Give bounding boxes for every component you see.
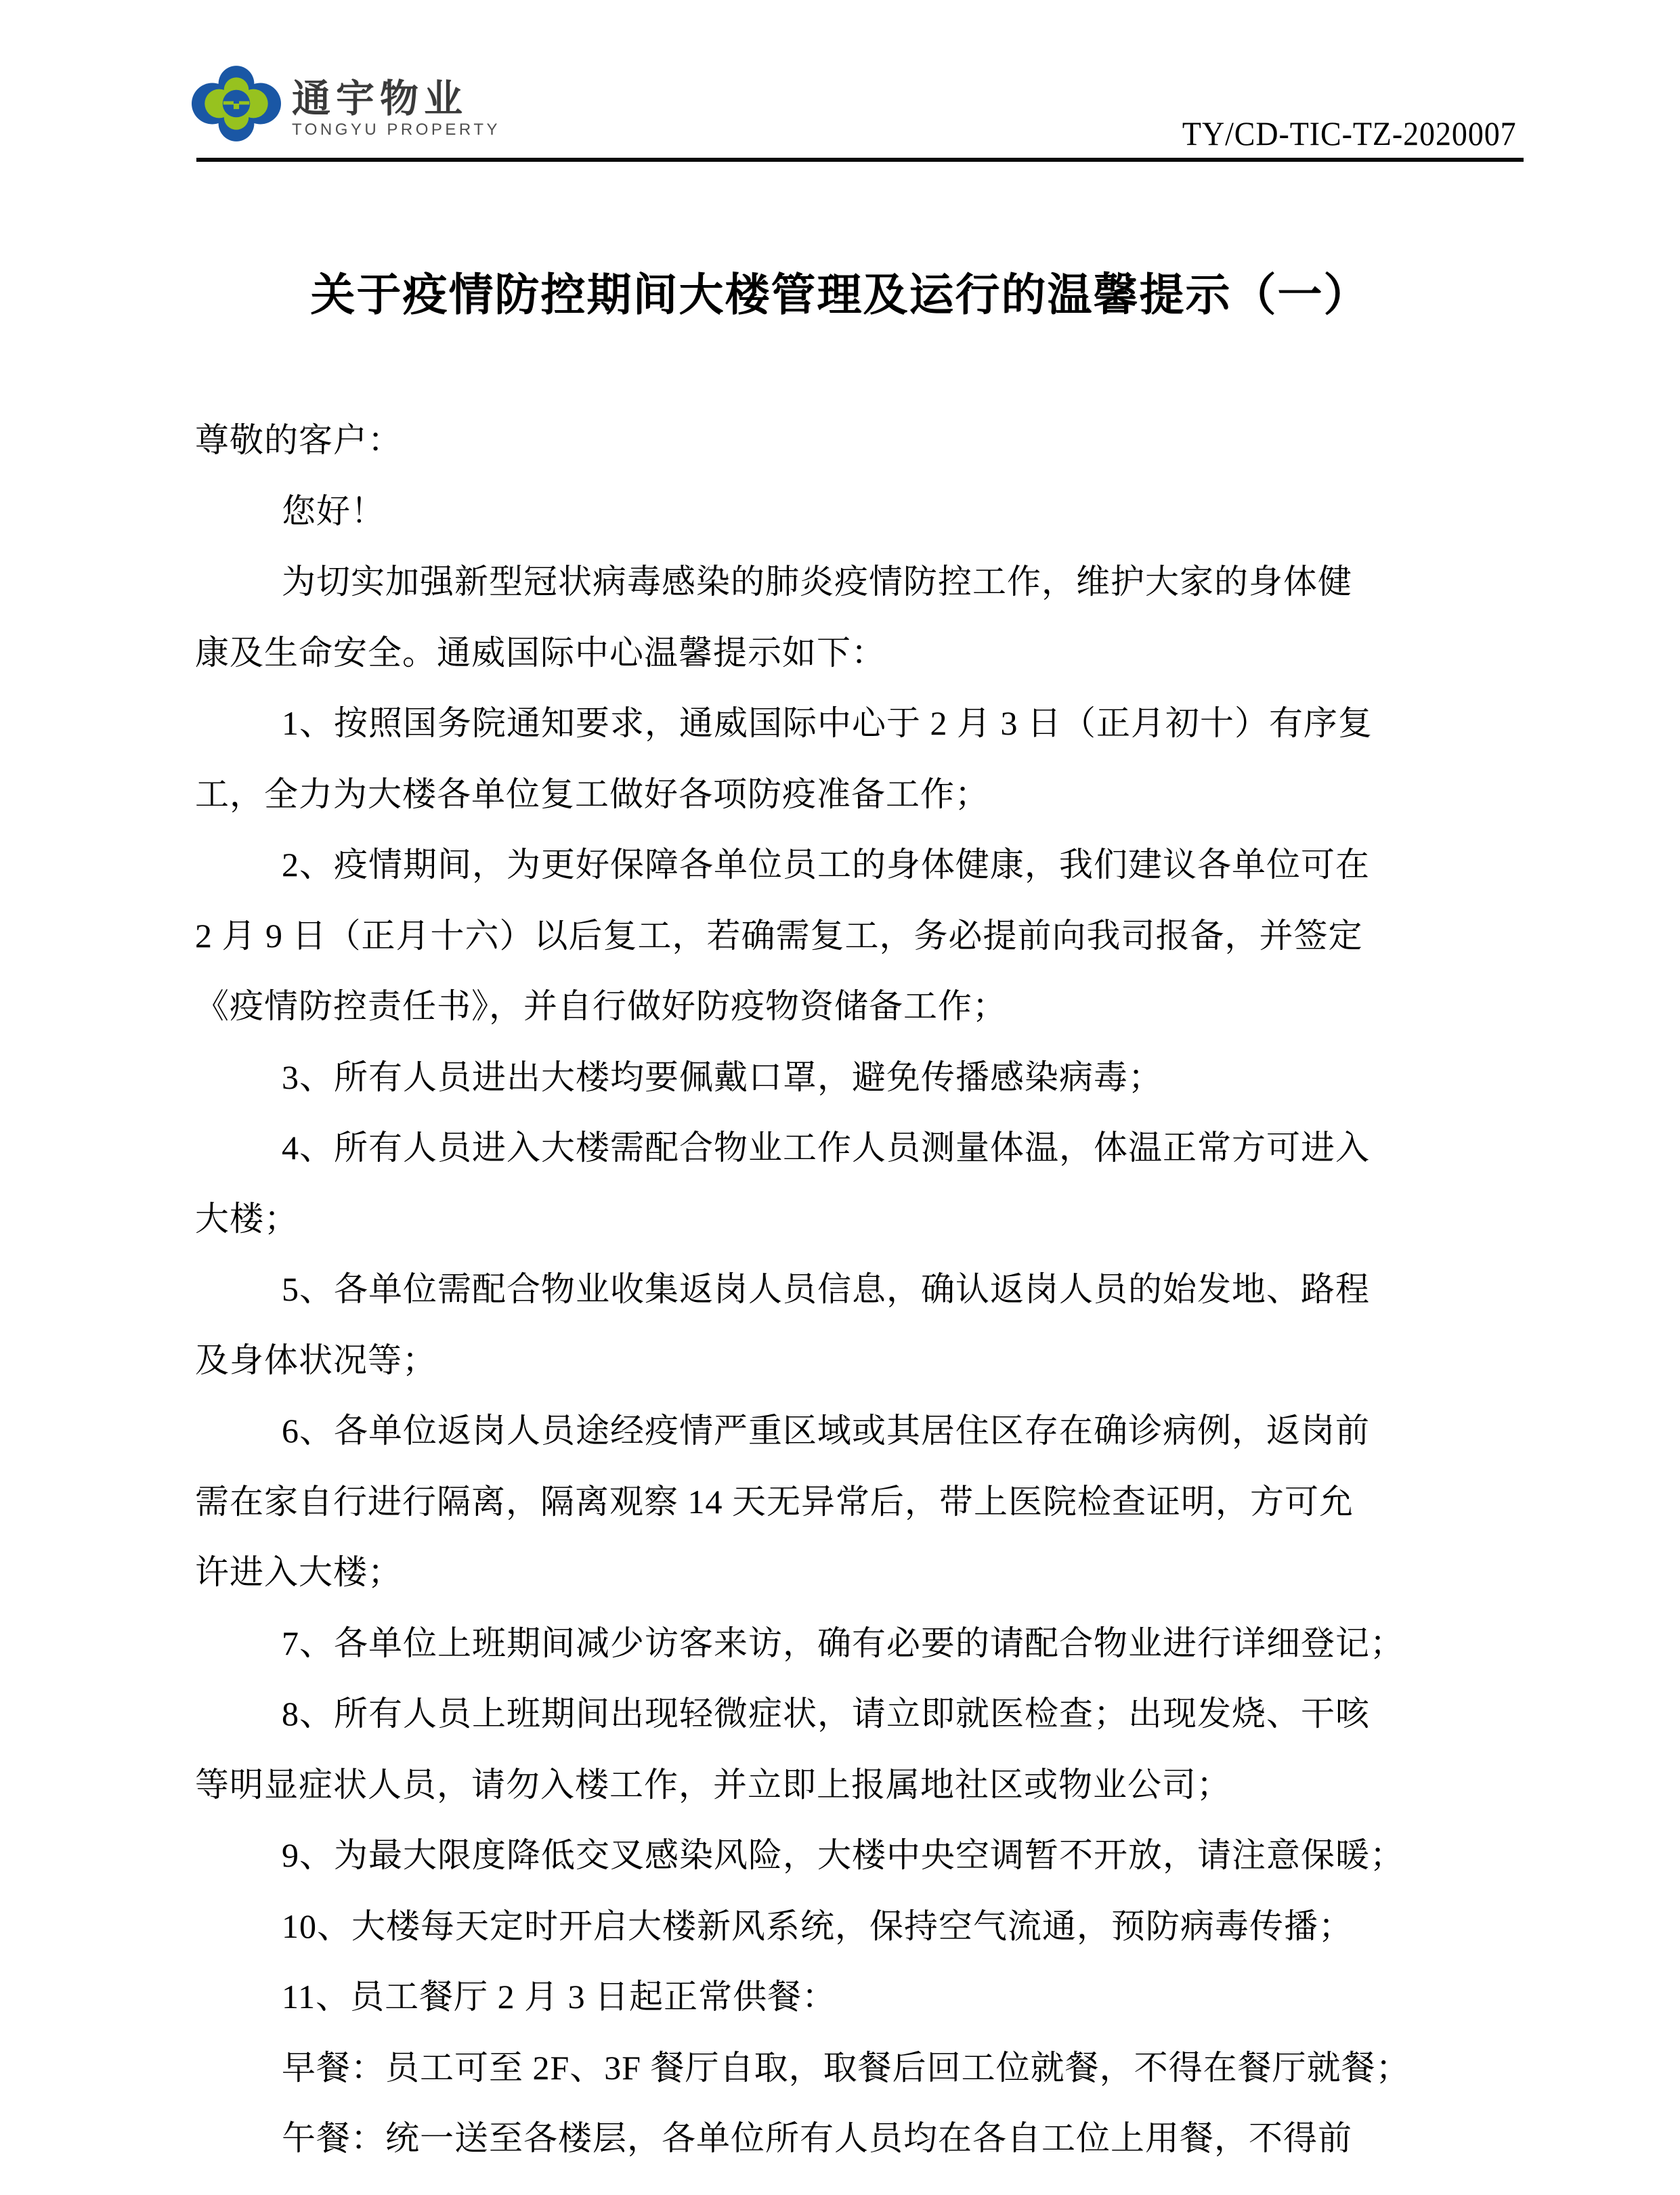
text-line: 午餐：统一送至各楼层，各单位所有人员均在各自工位上用餐，不得前 (282, 2119, 1352, 2157)
text-line: 等明显症状人员，请勿入楼工作，并立即上报属地社区或物业公司； (195, 1765, 1231, 1804)
text-line: 5、各单位需配合物业收集返岗人员信息，确认返岗人员的始发地、路程 (282, 1270, 1370, 1308)
text-line: 10、大楼每天定时开启大楼新风系统，保持空气流通，预防病毒传播； (282, 1907, 1353, 1945)
document-number: TY/CD-TIC-TZ-2020007 (1182, 114, 1517, 152)
page-title: 关于疫情防控期间大楼管理及运行的温馨提示（一） (310, 271, 1370, 320)
text-line: 2 月 9 日（正月十六）以后复工，若确需复工，务必提前向我司报备，并签定 (195, 916, 1363, 955)
logo-text (292, 65, 500, 139)
text-line: 尊敬的客户： (195, 421, 402, 459)
text-line: 《疫情防控责任书》，并自行做好防疫物资储备工作； (195, 987, 1007, 1025)
text-line: 9、为最大限度降低交叉感染风险，大楼中央空调暂不开放，请注意保暖； (282, 1836, 1404, 1874)
text-line: 早餐：员工可至 2F、3F 餐厅自取，取餐后回工位就餐，不得在餐厅就餐； (282, 2048, 1410, 2087)
text-line: 6、各单位返岗人员途经疫情严重区域或其居住区存在确诊病例，返岗前 (282, 1412, 1370, 1450)
company-logo (192, 65, 500, 142)
text-line: 及身体状况等； (195, 1341, 437, 1379)
document-body (195, 405, 1490, 2174)
text-line: 为切实加强新型冠状病毒感染的肺炎疫情防控工作，维护大家的身体健 (282, 563, 1352, 601)
text-line: 许进入大楼； (195, 1553, 402, 1591)
text-line: 7、各单位上班期间减少访客来访，确有必要的请配合物业进行详细登记； (282, 1624, 1404, 1662)
logo-en-text: TONGYU PROPERTY (292, 121, 500, 139)
text-line: 大楼； (195, 1199, 299, 1238)
text-line: 工，全力为大楼各单位复工做好各项防疫准备工作； (195, 775, 989, 813)
text-line: 需在家自行进行隔离，隔离观察 14 天无异常后，带上医院检查证明，方可允 (195, 1482, 1354, 1521)
text-line: 4、所有人员进入大楼需配合物业工作人员测量体温，体温正常方可进入 (282, 1129, 1370, 1167)
text-line: 您好！ (282, 492, 385, 530)
text-line: 2、疫情期间，为更好保障各单位员工的身体健康，我们建议各单位可在 (282, 846, 1370, 884)
text-line: 11、员工餐厅 2 月 3 日起正常供餐： (282, 1978, 837, 2016)
text-line: 3、所有人员进出大楼均要佩戴口罩，避免传播感染病毒； (282, 1058, 1163, 1096)
logo-cn-text: 通宇物业 (292, 77, 468, 121)
text-line: 1、按照国务院通知要求，通威国际中心于 2 月 3 日（正月初十）有序复 (282, 704, 1373, 742)
text-line: 8、所有人员上班期间出现轻微症状，请立即就医检查；出现发烧、干咳 (282, 1695, 1370, 1733)
text-line: 康及生命安全。通威国际中心温馨提示如下： (195, 633, 886, 672)
header-divider (196, 158, 1524, 162)
company-logo-icon (192, 65, 281, 142)
